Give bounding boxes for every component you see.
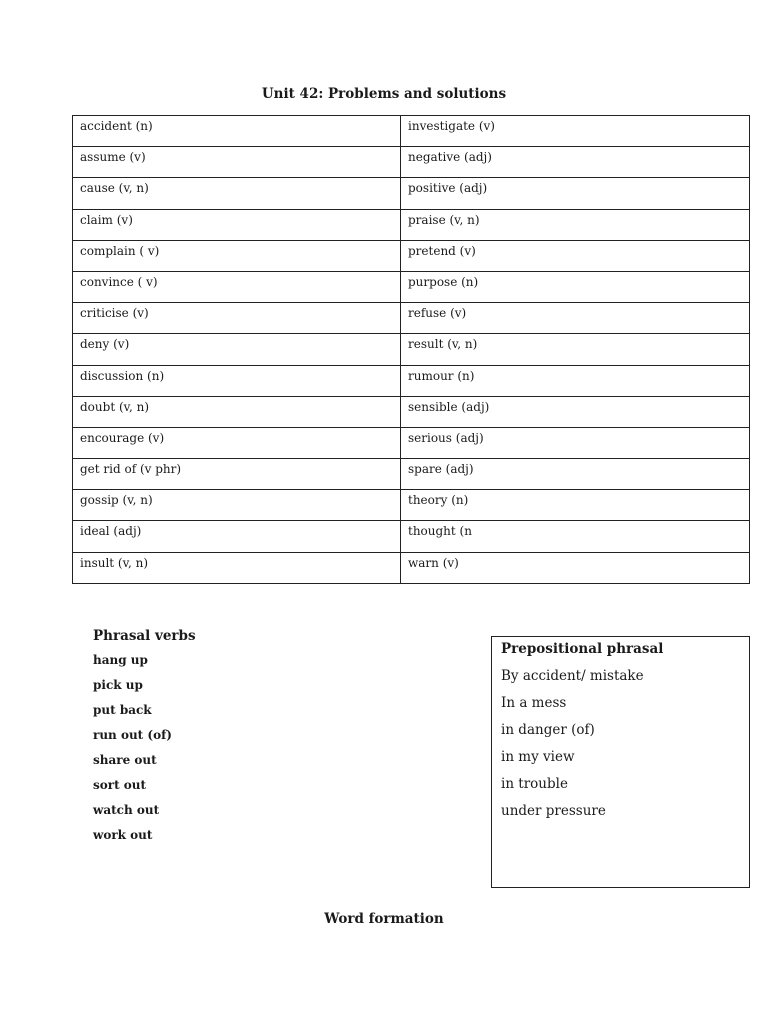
table-row: [73, 147, 750, 178]
table-row: [73, 459, 750, 490]
table-cell: thought (n: [401, 521, 750, 552]
vocabulary-table: [72, 115, 750, 584]
table-cell: doubt (v, n): [73, 396, 401, 427]
phrasal-verbs-heading: Phrasal verbs: [93, 628, 196, 644]
table-cell: purpose (n): [401, 271, 750, 302]
prepositional-phrasal-heading: Prepositional phrasal: [501, 641, 664, 657]
phrasal-verb-item: sort out: [93, 778, 147, 792]
table-cell: encourage (v): [73, 427, 401, 458]
table-cell: sensible (adj): [401, 396, 750, 427]
table-cell: accident (n): [73, 116, 401, 147]
page-title: Unit 42: Problems and solutions: [261, 86, 507, 102]
table-cell: get rid of (v phr): [73, 459, 401, 490]
phrasal-verb-item: share out: [93, 753, 157, 767]
table-cell: cause (v, n): [73, 178, 401, 209]
table-cell: praise (v, n): [401, 209, 750, 240]
table-cell: serious (adj): [401, 427, 750, 458]
table-cell: complain ( v): [73, 240, 401, 271]
table-cell: gossip (v, n): [73, 490, 401, 521]
table-cell: positive (adj): [401, 178, 750, 209]
table-row: [73, 552, 750, 583]
table-cell: convince ( v): [73, 271, 401, 302]
table-row: [73, 209, 750, 240]
table-row: [73, 334, 750, 365]
prepositional-phrase-item: in my view: [501, 749, 575, 765]
table-cell: negative (adj): [401, 147, 750, 178]
table-row: [73, 271, 750, 302]
phrasal-verbs-section: [93, 628, 196, 853]
prepositional-phrasal-box: [491, 636, 750, 888]
prepositional-phrase-item: under pressure: [501, 803, 606, 819]
table-cell: theory (n): [401, 490, 750, 521]
table-row: [73, 365, 750, 396]
table-row: [73, 490, 750, 521]
table-cell: claim (v): [73, 209, 401, 240]
prepositional-phrase-item: By accident/ mistake: [501, 668, 644, 684]
table-row: [73, 396, 750, 427]
phrasal-verb-item: put back: [93, 703, 152, 717]
table-cell: spare (adj): [401, 459, 750, 490]
table-cell: refuse (v): [401, 303, 750, 334]
phrasal-verb-item: work out: [93, 828, 153, 842]
table-cell: result (v, n): [401, 334, 750, 365]
prepositional-phrase-item: In a mess: [501, 695, 567, 711]
table-cell: rumour (n): [401, 365, 750, 396]
table-cell: discussion (n): [73, 365, 401, 396]
phrasal-verb-item: hang up: [93, 653, 148, 667]
table-row: [73, 521, 750, 552]
table-cell: insult (v, n): [73, 552, 401, 583]
table-row: [73, 427, 750, 458]
table-cell: criticise (v): [73, 303, 401, 334]
prepositional-phrase-item: in danger (of): [501, 722, 595, 738]
table-row: [73, 303, 750, 334]
table-row: [73, 178, 750, 209]
word-formation-heading: Word formation: [324, 911, 444, 927]
table-cell: deny (v): [73, 334, 401, 365]
table-row: [73, 240, 750, 271]
table-cell: investigate (v): [401, 116, 750, 147]
table-cell: pretend (v): [401, 240, 750, 271]
phrasal-verb-item: run out (of): [93, 728, 172, 742]
prepositional-phrase-item: in trouble: [501, 776, 568, 792]
phrasal-verb-item: pick up: [93, 678, 143, 692]
table-row: [73, 116, 750, 147]
table-cell: assume (v): [73, 147, 401, 178]
table-cell: ideal (adj): [73, 521, 401, 552]
table-cell: warn (v): [401, 552, 750, 583]
phrasal-verb-item: watch out: [93, 803, 160, 817]
